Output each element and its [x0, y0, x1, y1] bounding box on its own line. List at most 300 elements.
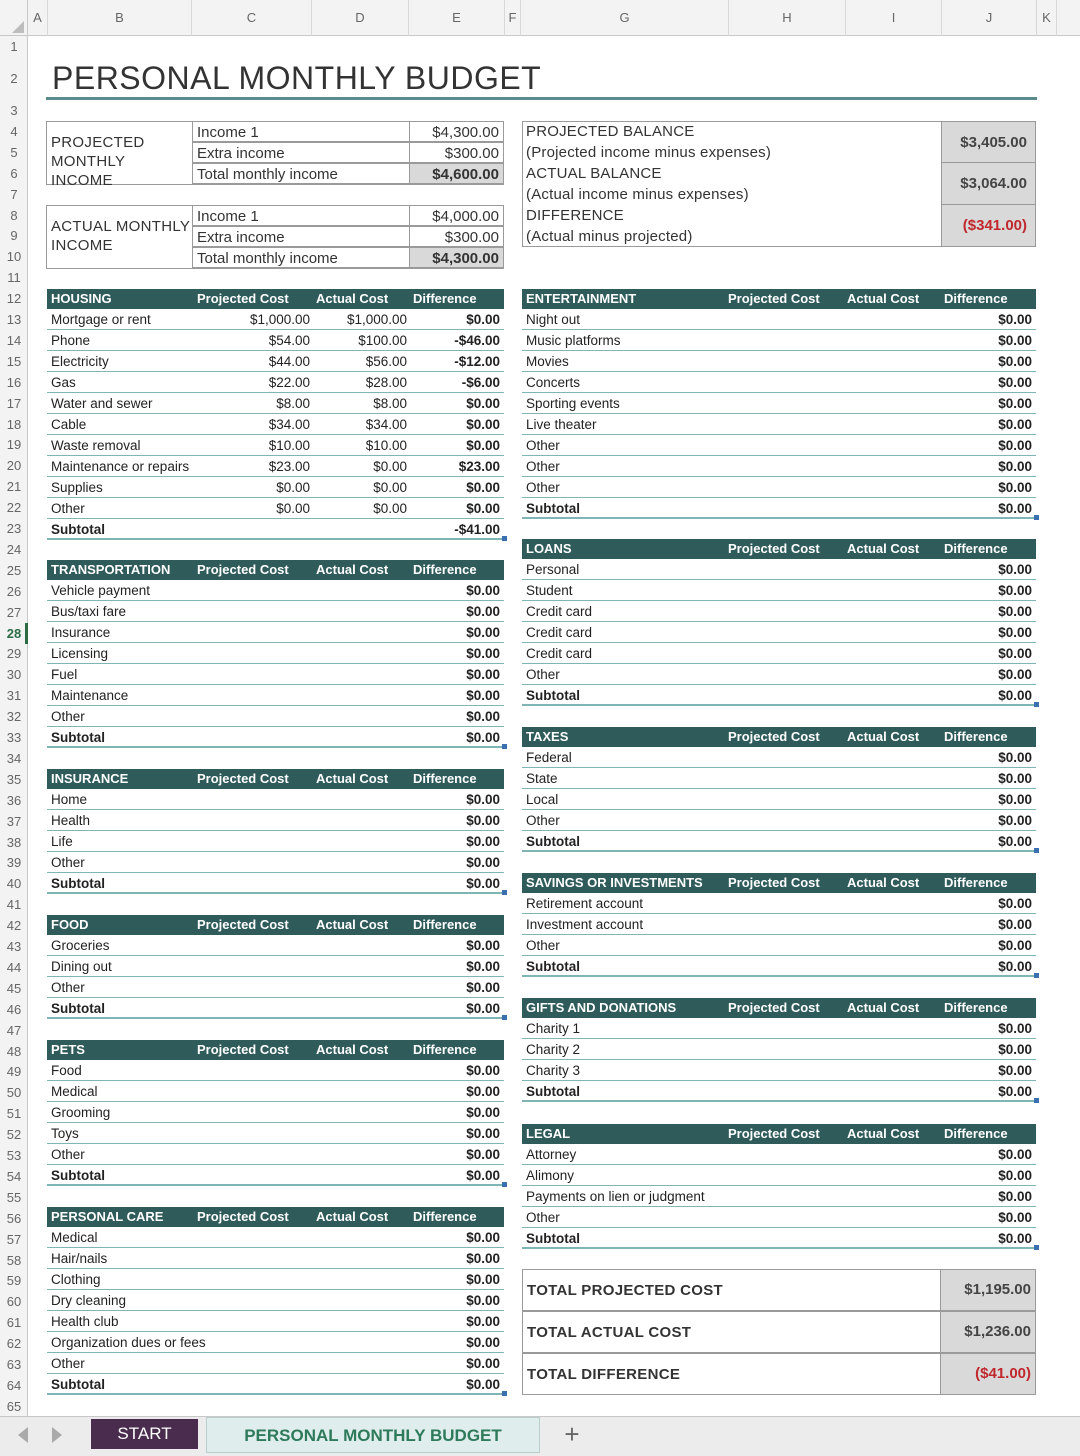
difference-cell[interactable]: $0.00: [466, 417, 500, 432]
difference-cell[interactable]: $0.00: [998, 938, 1032, 953]
projected-cost-header: Projected Cost: [197, 771, 289, 786]
difference-cell[interactable]: -$46.00: [454, 333, 500, 348]
row-header[interactable]: 53: [6, 1148, 22, 1163]
table-row[interactable]: [522, 309, 1036, 330]
row-header[interactable]: 32: [6, 709, 22, 725]
difference-cell[interactable]: $0.00: [466, 792, 500, 807]
row-label: Other: [51, 980, 85, 995]
difference-cell[interactable]: $0.00: [466, 688, 500, 703]
table-row[interactable]: [47, 456, 504, 477]
table-row[interactable]: [522, 1018, 1036, 1039]
subtotal-row[interactable]: [47, 998, 504, 1019]
table-row[interactable]: [47, 1144, 504, 1165]
table-row[interactable]: [47, 852, 504, 873]
row-header[interactable]: 64: [6, 1377, 22, 1393]
subtotal-row[interactable]: [522, 956, 1036, 977]
difference-cell[interactable]: $0.00: [466, 1314, 500, 1329]
row-header[interactable]: 16: [6, 374, 22, 390]
row-header[interactable]: 27: [6, 604, 22, 620]
row-header[interactable]: 35: [6, 771, 22, 787]
row-header[interactable]: 29: [6, 646, 22, 662]
row-label: Night out: [526, 312, 581, 327]
subtotal-row[interactable]: [47, 1165, 504, 1186]
row-label: Charity 1: [526, 1021, 581, 1036]
difference-header: Difference: [944, 729, 1008, 744]
subtotal-value[interactable]: -$41.00: [454, 522, 500, 537]
row-header[interactable]: 25: [6, 562, 22, 578]
row-header[interactable]: 52: [6, 1127, 22, 1143]
difference-cell[interactable]: $0.00: [466, 1335, 500, 1350]
actual-cost-cell[interactable]: $0.00: [373, 459, 407, 474]
difference-cell[interactable]: $0.00: [998, 667, 1032, 682]
difference-cell[interactable]: $0.00: [466, 396, 500, 411]
subtotal-row[interactable]: [522, 1228, 1036, 1249]
table-row[interactable]: [47, 372, 504, 393]
projected-extra-income-value[interactable]: $300.00: [409, 142, 504, 163]
row-label: Other: [51, 1147, 85, 1162]
difference-cell[interactable]: $0.00: [998, 1189, 1032, 1204]
column-header[interactable]: C: [192, 0, 312, 36]
difference-cell[interactable]: $0.00: [466, 646, 500, 661]
difference-cell[interactable]: $0.00: [998, 333, 1032, 348]
difference-cell[interactable]: $23.00: [458, 459, 500, 474]
table-row[interactable]: [47, 643, 504, 664]
table-row[interactable]: [47, 477, 504, 498]
row-header[interactable]: 12: [6, 291, 22, 307]
row-header[interactable]: 48: [6, 1043, 22, 1059]
row-header[interactable]: 15: [6, 353, 22, 369]
table-row[interactable]: [47, 330, 504, 351]
table-row[interactable]: [522, 477, 1036, 498]
projected-cost-cell[interactable]: $8.00: [276, 396, 310, 411]
table-row[interactable]: [522, 1207, 1036, 1228]
column-header[interactable]: A: [28, 0, 48, 36]
difference-cell[interactable]: $0.00: [466, 604, 500, 619]
subtotal-value[interactable]: $0.00: [998, 501, 1032, 516]
actual-cost-cell[interactable]: $0.00: [373, 480, 407, 495]
row-header[interactable]: 46: [6, 1001, 22, 1017]
table-row[interactable]: [47, 435, 504, 456]
difference-cell[interactable]: $0.00: [466, 438, 500, 453]
projected-cost-cell[interactable]: $10.00: [268, 438, 310, 453]
subtotal-row[interactable]: [47, 1374, 504, 1395]
difference-cell[interactable]: $0.00: [998, 354, 1032, 369]
actual-cost-cell[interactable]: $0.00: [373, 501, 407, 516]
difference-cell[interactable]: $0.00: [998, 562, 1032, 577]
row-label: Clothing: [51, 1272, 101, 1287]
difference-cell[interactable]: $0.00: [998, 1210, 1032, 1225]
table-row[interactable]: [47, 831, 504, 852]
difference-cell[interactable]: $0.00: [466, 959, 500, 974]
row-header[interactable]: 60: [6, 1294, 22, 1310]
difference-cell[interactable]: $0.00: [466, 1063, 500, 1078]
subtotal-value[interactable]: $0.00: [466, 1168, 500, 1183]
table-row[interactable]: [47, 601, 504, 622]
actual-cost-cell[interactable]: $56.00: [365, 354, 407, 369]
actual-cost-cell[interactable]: $10.00: [365, 438, 407, 453]
projected-cost-header: Projected Cost: [728, 1126, 820, 1141]
actual-cost-cell[interactable]: $28.00: [365, 375, 407, 390]
actual-cost-header: Actual Cost: [847, 291, 920, 306]
row-label: Other: [51, 709, 85, 724]
column-header[interactable]: H: [729, 0, 846, 36]
table-row[interactable]: [47, 622, 504, 643]
difference-cell[interactable]: $0.00: [466, 583, 500, 598]
row-header[interactable]: 5: [10, 144, 18, 160]
subtotal-value[interactable]: $0.00: [466, 876, 500, 891]
column-header[interactable]: F: [505, 0, 521, 36]
table-row[interactable]: [47, 580, 504, 601]
table-row[interactable]: [47, 706, 504, 727]
projected-balance-value[interactable]: $3,405.00: [941, 122, 1035, 163]
actual-extra-income-value[interactable]: $300.00: [409, 226, 504, 247]
actual-cost-cell[interactable]: $1,000.00: [346, 312, 407, 327]
difference-cell[interactable]: $0.00: [466, 1147, 500, 1162]
difference-cell[interactable]: $0.00: [466, 1230, 500, 1245]
difference-cell[interactable]: $0.00: [466, 667, 500, 682]
actual-income-1-value[interactable]: $4,000.00: [409, 205, 504, 226]
actual-income-label: ACTUAL MONTHLY INCOME: [51, 218, 190, 254]
row-header[interactable]: 54: [6, 1168, 22, 1184]
row-header[interactable]: 22: [6, 500, 22, 516]
difference-cell[interactable]: $0.00: [466, 1105, 500, 1120]
row-header[interactable]: 10: [6, 249, 22, 265]
projected-cost-cell[interactable]: $44.00: [268, 354, 310, 369]
difference-cell[interactable]: $0.00: [998, 375, 1032, 390]
total-actual-cost-value[interactable]: $1,236.00: [940, 1312, 1035, 1352]
row-header[interactable]: 21: [6, 479, 22, 495]
table-row[interactable]: [47, 1269, 504, 1290]
row-header[interactable]: 62: [6, 1336, 22, 1352]
table-row[interactable]: [47, 664, 504, 685]
table-row[interactable]: [47, 810, 504, 831]
difference-cell[interactable]: $0.00: [998, 771, 1032, 786]
row-header[interactable]: 34: [6, 750, 22, 766]
difference-cell[interactable]: $0.00: [466, 1293, 500, 1308]
row-header[interactable]: 42: [6, 918, 22, 934]
table-row[interactable]: [47, 498, 504, 519]
row-label: Music platforms: [526, 333, 621, 348]
row-header[interactable]: 36: [6, 792, 22, 808]
row-header[interactable]: 31: [6, 688, 22, 704]
row-header[interactable]: 28: [6, 625, 22, 641]
subtotal-row[interactable]: [47, 727, 504, 748]
subtotal-row[interactable]: [522, 831, 1036, 852]
table-row[interactable]: [47, 1353, 504, 1374]
row-label: Other: [51, 1356, 85, 1371]
row-header[interactable]: 43: [6, 939, 22, 954]
row-header[interactable]: 55: [6, 1189, 22, 1205]
row-header[interactable]: 65: [6, 1398, 22, 1414]
projected-cost-cell[interactable]: $1,000.00: [249, 312, 310, 327]
table-row[interactable]: [47, 977, 504, 998]
row-header[interactable]: 17: [6, 395, 22, 411]
row-header[interactable]: 11: [7, 270, 21, 286]
column-header[interactable]: K: [1037, 0, 1057, 36]
difference-cell[interactable]: $0.00: [466, 625, 500, 640]
difference-cell[interactable]: $0.00: [998, 813, 1032, 828]
column-header[interactable]: I: [846, 0, 942, 36]
sheet-tab-personal-monthly-budget[interactable]: PERSONAL MONTHLY BUDGET: [206, 1417, 540, 1453]
category-title: PETS: [51, 1042, 85, 1057]
select-all-corner[interactable]: [0, 0, 28, 36]
table-row[interactable]: [47, 685, 504, 706]
actual-balance-value[interactable]: $3,064.00: [941, 163, 1035, 205]
difference-cell[interactable]: $0.00: [998, 417, 1032, 432]
total-projected-cost-value[interactable]: $1,195.00: [940, 1270, 1035, 1310]
row-header[interactable]: 3: [10, 103, 18, 118]
table-row[interactable]: [522, 1165, 1036, 1186]
row-header[interactable]: 33: [6, 730, 22, 745]
table-row[interactable]: [522, 789, 1036, 810]
subtotal-label: Subtotal: [526, 1084, 580, 1099]
table-row[interactable]: [522, 1186, 1036, 1207]
column-header[interactable]: G: [521, 0, 729, 36]
difference-header: Difference: [944, 1126, 1008, 1141]
table-row[interactable]: [522, 456, 1036, 477]
actual-cost-header: Actual Cost: [847, 541, 920, 556]
difference-cell[interactable]: $0.00: [998, 480, 1032, 495]
row-header[interactable]: 61: [6, 1315, 22, 1331]
row-header[interactable]: 38: [6, 834, 22, 850]
difference-cell[interactable]: $0.00: [998, 604, 1032, 619]
difference-cell[interactable]: $0.00: [998, 1147, 1032, 1162]
table-row[interactable]: [47, 351, 504, 372]
table-row[interactable]: [522, 1144, 1036, 1165]
actual-cost-cell[interactable]: $100.00: [358, 333, 407, 348]
table-row[interactable]: [522, 601, 1036, 622]
table-row[interactable]: [522, 414, 1036, 435]
scroll-tabs-left-icon[interactable]: [18, 1427, 28, 1443]
difference-cell[interactable]: $0.00: [466, 938, 500, 953]
table-row[interactable]: [47, 1060, 504, 1081]
row-header[interactable]: 39: [6, 855, 22, 871]
difference-value[interactable]: ($341.00): [941, 205, 1035, 246]
total-difference-value[interactable]: ($41.00): [940, 1354, 1035, 1394]
subtotal-value[interactable]: $0.00: [998, 834, 1032, 849]
row-header[interactable]: 58: [6, 1252, 22, 1268]
table-row[interactable]: [47, 956, 504, 977]
projected-cost-cell[interactable]: $23.00: [268, 459, 310, 474]
difference-cell[interactable]: $0.00: [466, 1126, 500, 1141]
projected-income-1-value[interactable]: $4,300.00: [409, 121, 504, 142]
table-row[interactable]: [47, 1227, 504, 1248]
difference-cell[interactable]: $0.00: [998, 625, 1032, 640]
column-header[interactable]: D: [312, 0, 409, 36]
row-header[interactable]: 49: [6, 1064, 22, 1080]
subtotal-value[interactable]: $0.00: [998, 1084, 1032, 1099]
difference-cell[interactable]: $0.00: [998, 1021, 1032, 1036]
add-sheet-button[interactable]: +: [564, 1419, 580, 1449]
difference-cell[interactable]: $0.00: [998, 917, 1032, 932]
table-row[interactable]: [522, 372, 1036, 393]
table-row[interactable]: [47, 1081, 504, 1102]
row-header[interactable]: 51: [6, 1106, 22, 1122]
table-row[interactable]: [522, 935, 1036, 956]
table-row[interactable]: [47, 1248, 504, 1269]
table-row[interactable]: [522, 1060, 1036, 1081]
row-header[interactable]: 57: [6, 1231, 22, 1247]
projected-cost-cell[interactable]: $0.00: [276, 480, 310, 495]
subtotal-row[interactable]: [522, 1081, 1036, 1102]
actual-cost-cell[interactable]: $34.00: [365, 417, 407, 432]
difference-cell[interactable]: $0.00: [466, 855, 500, 870]
row-header[interactable]: 59: [6, 1273, 22, 1289]
scroll-tabs-right-icon[interactable]: [52, 1427, 62, 1443]
difference-cell[interactable]: $0.00: [998, 312, 1032, 327]
row-header[interactable]: 45: [6, 980, 22, 996]
category-title: PERSONAL CARE: [51, 1209, 164, 1224]
table-row[interactable]: [522, 768, 1036, 789]
subtotal-row[interactable]: [47, 873, 504, 894]
sheet-tab-start[interactable]: START: [91, 1419, 198, 1449]
difference-cell[interactable]: $0.00: [998, 459, 1032, 474]
row-header[interactable]: 47: [6, 1022, 22, 1038]
row-header[interactable]: 30: [6, 667, 22, 683]
row-header[interactable]: 13: [6, 312, 22, 327]
column-header[interactable]: J: [942, 0, 1037, 36]
row-header[interactable]: 9: [10, 228, 18, 244]
actual-cost-header: Actual Cost: [847, 1000, 920, 1015]
projected-balance-note: (Projected income minus expenses): [526, 144, 772, 161]
row-header[interactable]: 26: [6, 583, 22, 599]
subtotal-row[interactable]: [522, 685, 1036, 706]
difference-cell[interactable]: $0.00: [466, 1356, 500, 1371]
table-row[interactable]: [522, 893, 1036, 914]
row-header[interactable]: 6: [10, 165, 18, 181]
table-row[interactable]: [47, 414, 504, 435]
difference-header: Difference: [413, 917, 477, 932]
table-row[interactable]: [522, 664, 1036, 685]
actual-total-income-value[interactable]: $4,300.00: [409, 247, 504, 268]
table-row[interactable]: [522, 580, 1036, 601]
row-header[interactable]: 24: [6, 541, 22, 557]
subtotal-value[interactable]: $0.00: [998, 1231, 1032, 1246]
difference-cell[interactable]: -$6.00: [461, 375, 500, 390]
actual-cost-header: Actual Cost: [316, 1042, 389, 1057]
column-header-bar: [0, 0, 1080, 36]
table-row[interactable]: [47, 309, 504, 330]
column-header[interactable]: E: [409, 0, 505, 36]
row-header[interactable]: 2: [10, 71, 18, 86]
projected-cost-cell[interactable]: $22.00: [268, 375, 310, 390]
difference-cell[interactable]: $0.00: [998, 1042, 1032, 1057]
column-header[interactable]: B: [48, 0, 192, 36]
row-header[interactable]: 56: [6, 1210, 22, 1226]
row-header[interactable]: 14: [6, 332, 22, 348]
subtotal-value[interactable]: $0.00: [998, 688, 1032, 703]
difference-cell[interactable]: $0.00: [466, 980, 500, 995]
table-row[interactable]: [522, 435, 1036, 456]
table-row[interactable]: [522, 643, 1036, 664]
table-row[interactable]: [522, 330, 1036, 351]
difference-cell[interactable]: $0.00: [998, 1168, 1032, 1183]
table-row[interactable]: [522, 1039, 1036, 1060]
row-header[interactable]: 18: [6, 416, 22, 432]
row-header[interactable]: 37: [6, 813, 22, 829]
table-row[interactable]: [47, 1290, 504, 1311]
table-row[interactable]: [522, 622, 1036, 643]
row-header[interactable]: 40: [6, 876, 22, 892]
actual-cost-header: Actual Cost: [847, 1126, 920, 1141]
difference-cell[interactable]: $0.00: [466, 480, 500, 495]
table-row[interactable]: [47, 1311, 504, 1332]
difference-cell[interactable]: $0.00: [466, 834, 500, 849]
table-row[interactable]: [47, 393, 504, 414]
table-row[interactable]: [522, 559, 1036, 580]
row-header[interactable]: 23: [6, 521, 22, 536]
subtotal-value[interactable]: $0.00: [998, 959, 1032, 974]
actual-cost-header: Actual Cost: [316, 771, 389, 786]
row-header[interactable]: 20: [6, 458, 22, 474]
difference-cell[interactable]: $0.00: [466, 709, 500, 724]
difference-cell[interactable]: $0.00: [998, 396, 1032, 411]
row-header[interactable]: 19: [6, 437, 22, 453]
row-header[interactable]: 4: [10, 123, 18, 139]
food-table: [47, 915, 504, 1019]
row-header[interactable]: 8: [10, 207, 18, 223]
table-row[interactable]: [47, 1332, 504, 1353]
projected-cost-cell[interactable]: $34.00: [268, 417, 310, 432]
row-header[interactable]: 7: [10, 186, 18, 202]
difference-cell[interactable]: -$12.00: [454, 354, 500, 369]
subtotal-value[interactable]: $0.00: [466, 730, 500, 745]
difference-cell[interactable]: $0.00: [998, 896, 1032, 911]
subtotal-row[interactable]: [47, 519, 504, 540]
row-label: Phone: [51, 333, 91, 348]
row-label: Bus/taxi fare: [51, 604, 127, 619]
table-row[interactable]: [522, 747, 1036, 768]
table-row[interactable]: [47, 789, 504, 810]
table-row[interactable]: [47, 1102, 504, 1123]
projected-total-income-value[interactable]: $4,600.00: [409, 163, 504, 184]
row-header[interactable]: 63: [6, 1357, 22, 1372]
table-header: [47, 915, 504, 935]
difference-cell[interactable]: $0.00: [998, 750, 1032, 765]
projected-cost-header: Projected Cost: [728, 541, 820, 556]
row-header[interactable]: 1: [10, 39, 18, 54]
difference-cell[interactable]: $0.00: [998, 792, 1032, 807]
difference-cell[interactable]: $0.00: [998, 438, 1032, 453]
difference-cell[interactable]: $0.00: [466, 1272, 500, 1287]
table-row[interactable]: [522, 393, 1036, 414]
difference-cell[interactable]: $0.00: [466, 501, 500, 516]
difference-header: Difference: [944, 1000, 1008, 1015]
subtotal-value[interactable]: $0.00: [466, 1377, 500, 1392]
table-row[interactable]: [522, 351, 1036, 372]
row-header[interactable]: 41: [6, 897, 22, 913]
table-row[interactable]: [47, 1123, 504, 1144]
projected-cost-cell[interactable]: $54.00: [268, 333, 310, 348]
table-row[interactable]: [522, 810, 1036, 831]
subtotal-row[interactable]: [522, 498, 1036, 519]
difference-cell[interactable]: $0.00: [998, 583, 1032, 598]
difference-cell[interactable]: $0.00: [466, 312, 500, 327]
difference-cell[interactable]: $0.00: [466, 813, 500, 828]
difference-cell[interactable]: $0.00: [998, 1063, 1032, 1078]
actual-cost-cell[interactable]: $8.00: [373, 396, 407, 411]
transportation-table: [47, 560, 504, 748]
table-row[interactable]: [47, 935, 504, 956]
subtotal-value[interactable]: $0.00: [466, 1001, 500, 1016]
difference-cell[interactable]: $0.00: [998, 646, 1032, 661]
projected-cost-cell[interactable]: $0.00: [276, 501, 310, 516]
difference-cell[interactable]: $0.00: [466, 1084, 500, 1099]
row-header[interactable]: 44: [6, 959, 22, 975]
difference-cell[interactable]: $0.00: [466, 1251, 500, 1266]
row-header[interactable]: 50: [6, 1085, 22, 1101]
table-row[interactable]: [522, 914, 1036, 935]
